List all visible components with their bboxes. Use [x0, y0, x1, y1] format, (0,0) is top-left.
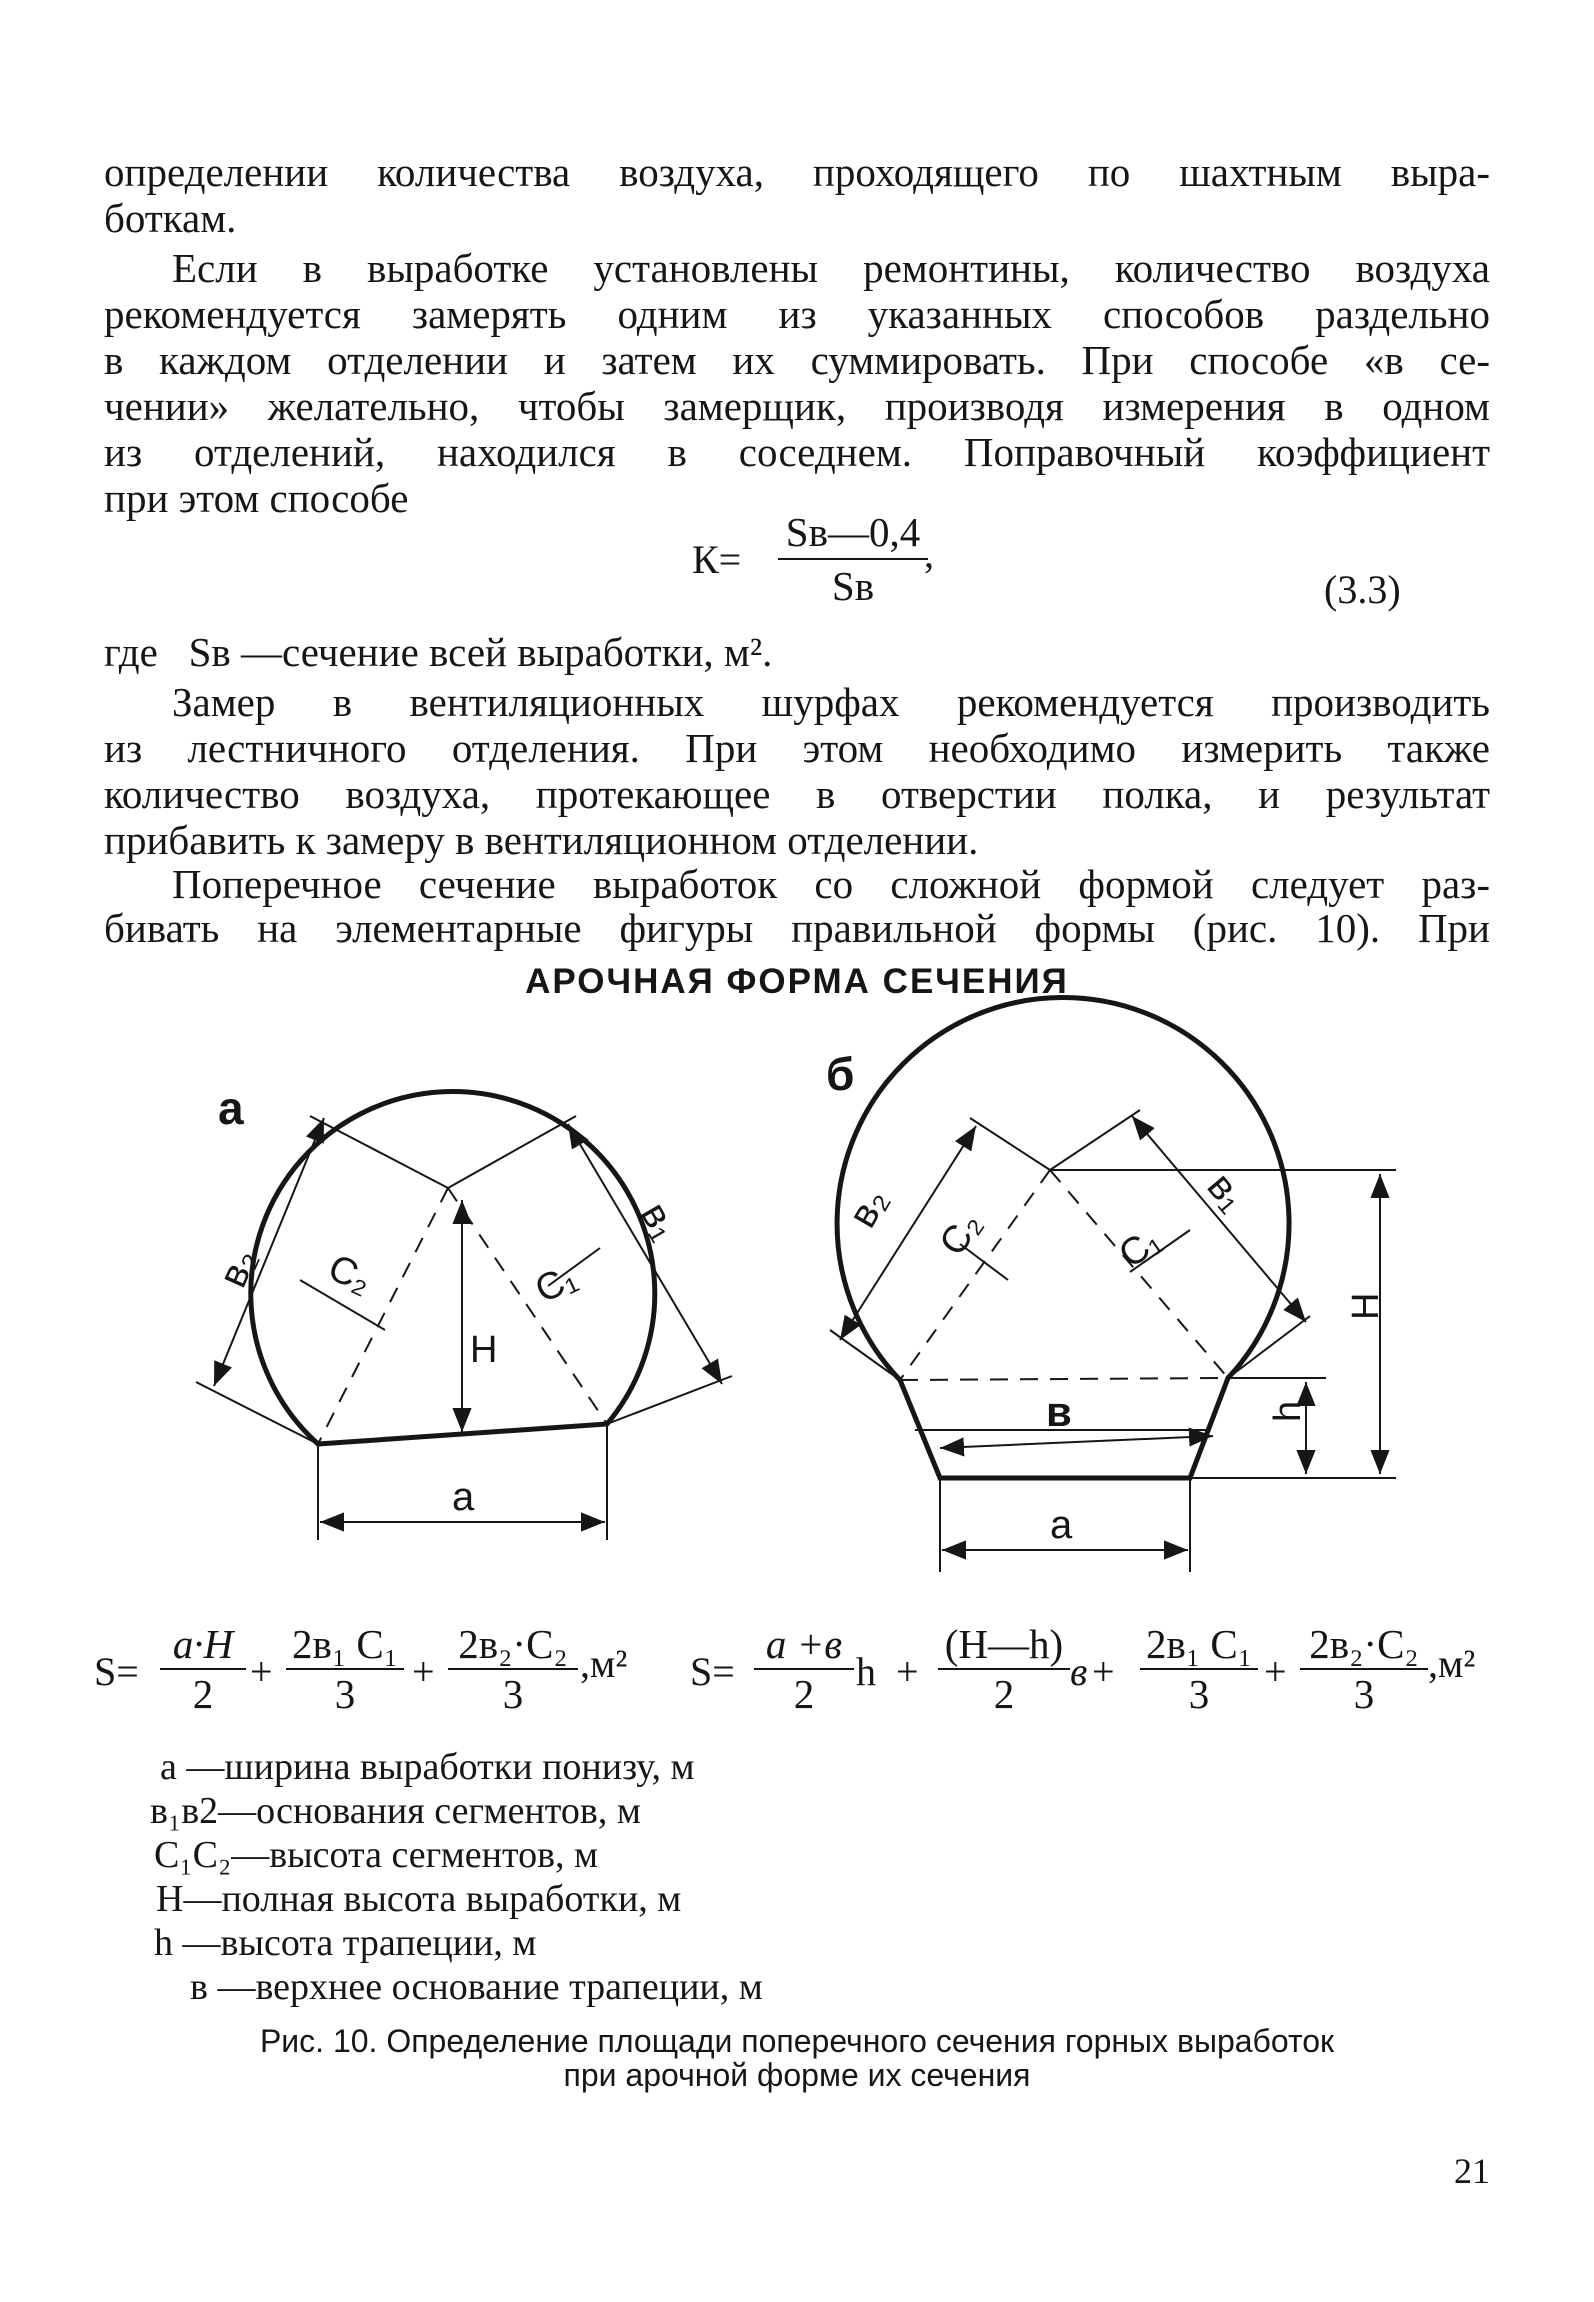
formula-a-plus-2: + — [412, 1649, 435, 1694]
figure-a-ext-bottom-left — [196, 1382, 318, 1444]
figure-b-c1-label: С₁ — [1111, 1219, 1169, 1277]
formula-b-term1 — [754, 1620, 854, 1717]
figure-a-ext-top-left — [310, 1116, 448, 1188]
figure-b-drawing — [830, 998, 1396, 1572]
paragraph-2-line-6: при этом способе — [104, 475, 409, 521]
formula-b-term4-num: 2в₂·С₂ — [1309, 1621, 1419, 1667]
figure-b-b1-label: в₁ — [1198, 1164, 1255, 1220]
figure-b-H-label: Н — [1345, 1292, 1387, 1320]
formula-numerator: Sв—0,4 — [785, 509, 921, 555]
formula-b-term2-num: (Н—h) — [944, 1621, 1064, 1667]
formula-a-term3-num: 2в₂·С₂ — [458, 1621, 568, 1667]
figure-caption-line-1: Рис. 10. Определение площади поперечного сечения горных выработок — [259, 2023, 1335, 2059]
figure-b-dashed-chord — [900, 1378, 1228, 1380]
legend-item: С₁С₂—высота сегментов, м — [154, 1834, 599, 1876]
figure-b-b1-dimension — [1132, 1116, 1306, 1322]
formula-b-term3-den: 3 — [1188, 1671, 1210, 1717]
figure-a-b1-label: в₁ — [631, 1195, 688, 1248]
figure-a-b2-label: в₂ — [210, 1242, 266, 1294]
legend-item: Н—полная высота выработки, м — [156, 1878, 682, 1920]
figure-a-drawing — [196, 1092, 732, 1540]
figure-a-c2-label: С₂ — [321, 1246, 378, 1303]
paragraph-1-line-2: боткам. — [104, 195, 237, 241]
figure-a-label: а — [218, 1082, 244, 1134]
formula-a-unit: ,м² — [580, 1641, 628, 1686]
formula-comma: , — [924, 531, 934, 576]
paragraph-2-line-2: рекомендуется замерять одним из указанных способов раздельно — [104, 291, 1490, 337]
formula-b-plus-2: + — [1092, 1649, 1115, 1694]
figure-a-ext-top-right — [448, 1116, 576, 1188]
formula-b-term4-den: 3 — [1353, 1671, 1375, 1717]
paragraph-3-line-2: из лестничного отделения. При этом необходимо измерить также — [104, 725, 1490, 771]
paragraph-3-line-4: прибавить к замеру в вентиляционном отделении. — [104, 817, 979, 863]
figure-caption-line-2: при арочной форме их сечения — [563, 2057, 1031, 2093]
formula-a-term2 — [286, 1620, 404, 1717]
figure-b-top-base-dimension — [940, 1436, 1213, 1448]
formula-a-term1-num: а·Н — [172, 1621, 234, 1667]
figure-a-outline — [251, 1092, 655, 1444]
figure-b-c2-label: С₂ — [931, 1204, 991, 1264]
formula-b-term1-den: 2 — [793, 1671, 815, 1717]
formula-b-unit: ,м² — [1428, 1641, 1476, 1686]
formula-a-term1 — [160, 1620, 246, 1717]
paragraph-4-line-2: бивать на элементарные фигуры правильной формы (рис. 10). При — [104, 905, 1490, 951]
paragraph-3-line-3: количество воздуха, протекающее в отверстии полка, и результат — [104, 771, 1490, 817]
figure-b-dashed-left — [900, 1170, 1050, 1380]
formula-b-h: h — [856, 1649, 876, 1694]
paragraph-2-line-5: из отделений, находился в соседнем. Поправочный коэффициент — [104, 429, 1490, 475]
formula-b-plus-3: + — [1264, 1649, 1287, 1694]
paragraph-4-line-1: Поперечное сечение выработок со сложной формой следует раз- — [172, 861, 1490, 907]
figure-a-dashed-right — [448, 1188, 607, 1424]
figure-b-top-base-label: в — [1046, 1388, 1072, 1435]
formula-a-plus-1: + — [250, 1649, 273, 1694]
paragraph-1-line-1: определении количества воздуха, проходящего по шахтным выра- — [104, 149, 1490, 195]
legend-item: h —высота трапеции, м — [154, 1922, 537, 1964]
formula-b-term4 — [1300, 1620, 1428, 1717]
figure-a-H-label: Н — [470, 1329, 498, 1371]
where-line: где Sв —сечение всей выработки, м². — [104, 629, 773, 675]
formula-b-term2 — [938, 1620, 1070, 1717]
section-heading: АРОЧНАЯ ФОРМА СЕЧЕНИЯ — [525, 962, 1069, 1001]
figure-b-h-label: h — [1267, 1400, 1309, 1422]
figure-a-dashed-left — [318, 1188, 448, 1444]
formula-b-term3-num: 2в₁ С₁ — [1145, 1621, 1253, 1667]
paragraph-3-line-1: Замер в вентиляционных шурфах рекомендуется производить — [172, 679, 1490, 725]
formula-lhs: К= — [692, 537, 742, 582]
formula-b-b: в — [1070, 1649, 1088, 1694]
formula-b-s: S= — [690, 1649, 735, 1694]
formula-a-term3-den: 3 — [502, 1671, 524, 1717]
formula-b-term3 — [1140, 1620, 1258, 1717]
legend-item: в₁в2—основания сегментов, м — [150, 1790, 641, 1832]
figure-b-ext-bottom-right — [1228, 1316, 1310, 1378]
formula-a-s: S= — [94, 1649, 139, 1694]
figure-b-b2-label: в₂ — [840, 1180, 897, 1235]
paragraph-2-line-4: чении» желательно, чтобы замерщик, производя измерения в одном — [104, 383, 1490, 429]
formula-a-term1-den: 2 — [192, 1671, 214, 1717]
formula-b-plus-1: + — [896, 1649, 919, 1694]
formula-a-term2-den: 3 — [334, 1671, 356, 1717]
formula-denominator: Sв — [831, 563, 875, 609]
figure-b-label: б — [826, 1048, 855, 1100]
figure-a-base-label: а — [452, 1475, 475, 1519]
formula-a-term3 — [448, 1620, 578, 1717]
formula-number: (3.3) — [1324, 567, 1401, 612]
figure-b-ext-top-left — [970, 1118, 1050, 1170]
formula-a-term2-num: 2в₁ С₁ — [291, 1621, 399, 1667]
legend-item: а —ширина выработки понизу, м — [160, 1746, 695, 1788]
figure-b-ext-top-right — [1050, 1110, 1140, 1170]
paragraph-2-line-1: Если в выработке установлены ремонтины, количество воздуха — [172, 245, 1490, 291]
figure-b-base-label: а — [1050, 1503, 1073, 1547]
page-number: 21 — [1454, 2151, 1490, 2191]
formula-b-term1-num: а +в — [765, 1621, 843, 1667]
legend-item: в —верхнее основание трапеции, м — [190, 1966, 763, 2008]
formula-b-term2-den: 2 — [993, 1671, 1015, 1717]
figure-a-c1-label: С₁ — [528, 1256, 584, 1312]
paragraph-2-line-3: в каждом отделении и затем их суммировать. При способе «в се- — [104, 337, 1490, 383]
